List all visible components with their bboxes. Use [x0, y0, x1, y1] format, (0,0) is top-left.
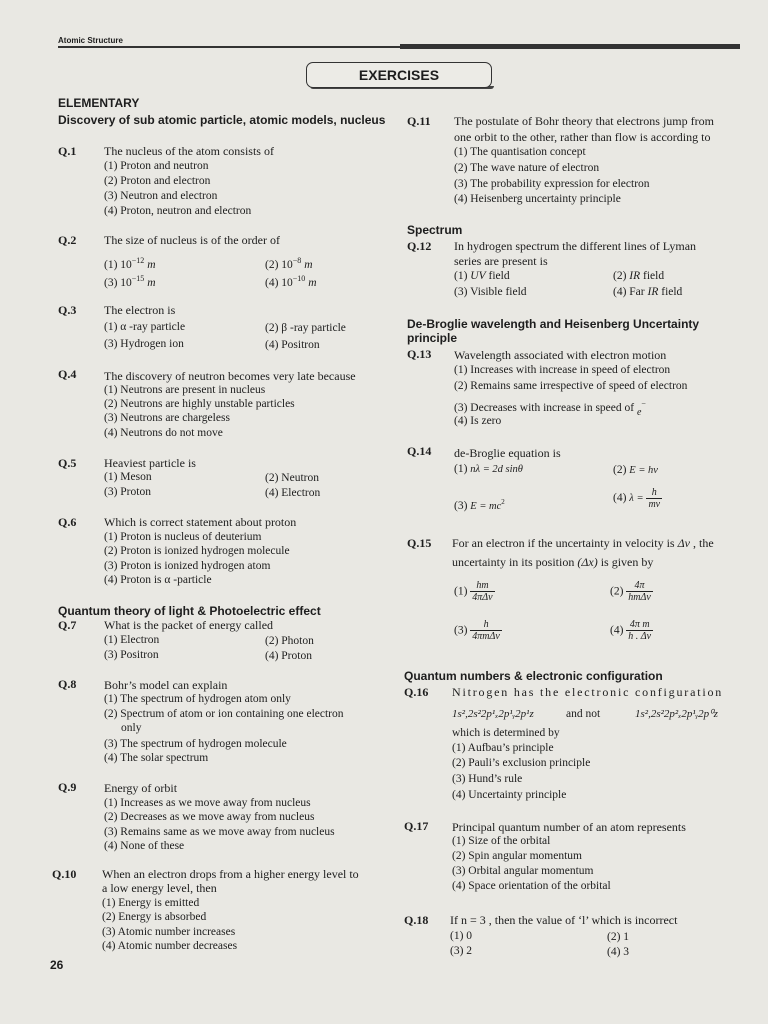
- section-elementary: ELEMENTARY: [58, 96, 140, 110]
- q14-option-2: (2) E = hν: [613, 464, 658, 476]
- q17-option-3: (3) Orbital angular momentum: [452, 865, 594, 877]
- q1-option-2: (2) Proton and electron: [104, 175, 211, 187]
- q6-option-1: (1) Proton is nucleus of deuterium: [104, 531, 262, 543]
- q15-number: Q.15: [407, 536, 432, 550]
- q17-option-2: (2) Spin angular momentum: [452, 850, 582, 862]
- q4-option-1: (1) Neutrons are present in nucleus: [104, 384, 266, 396]
- q11-option-4: (4) Heisenberg uncertainty principle: [454, 193, 621, 205]
- q7-option-2: (2) Photon: [265, 635, 314, 647]
- q17-number: Q.17: [404, 819, 429, 833]
- section-quantum-numbers: Quantum numbers & electronic configuration: [404, 669, 663, 683]
- q15-option-2-fraction: $\frac{4\pi}{\text{hmΔν}}$: [628, 580, 651, 603]
- q14-text: de-Broglie equation is: [454, 446, 561, 460]
- q16-option-2: (2) Pauli’s exclusion principle: [452, 757, 591, 769]
- q8-option-3: (3) The spectrum of hydrogen molecule: [104, 738, 287, 750]
- q16-number: Q.16: [404, 685, 429, 699]
- q1-text: The nucleus of the atom consists of: [104, 144, 274, 158]
- q7-option-4: (4) Proton: [265, 650, 312, 662]
- running-header: Atomic Structure: [58, 36, 123, 45]
- q9-text: Energy of orbit: [104, 781, 178, 795]
- q13-option-4: (4) Is zero: [454, 415, 502, 427]
- q15-option-4-fraction: $\frac{\text{4π m}}{h . \Delta\nu}$: [628, 619, 652, 642]
- q18-text: If n = 3 , then the value of ‘l’ which is incorrect: [450, 913, 678, 927]
- q15-text-line-2: uncertainty in its position (Δx) is given by: [452, 555, 654, 569]
- q7-text: What is the packet of energy called: [104, 618, 274, 632]
- q3-option-1: (1) α -ray particle: [104, 321, 186, 333]
- q15-option-3: (3) $\frac{h}{\text{4πmΔν}}$: [454, 619, 500, 642]
- q9-option-2: (2) Decreases as we move away from nucleus: [104, 811, 315, 823]
- q16-config-2: 1s²,2s²2p²ₓ2p¹ᵧ2p⁰z: [635, 708, 718, 720]
- q9-number: Q.9: [58, 780, 77, 794]
- q15-option-2: (2) $\frac{4\pi}{\text{hmΔν}}$: [610, 580, 651, 603]
- q15-option-3-fraction: $\frac{h}{\text{4πmΔν}}$: [472, 619, 500, 642]
- q13-option-1: (1) Increases with increase in speed of electron: [454, 364, 671, 376]
- q2-option-1: (1) $10^{-12}$ m: [104, 256, 156, 271]
- q1-number: Q.1: [58, 144, 77, 158]
- q12-text-line-1: In hydrogen spectrum the different lines of Lyman: [454, 239, 697, 253]
- q5-option-3: (3) Proton: [104, 486, 151, 498]
- q16-option-4: (4) Uncertainty principle: [452, 789, 567, 801]
- q18-option-3: (3) 2: [450, 945, 473, 957]
- q5-text: Heaviest particle is: [104, 456, 196, 470]
- header-rule-thick: [400, 44, 740, 49]
- q14-option-4-fraction: $\frac{h}{m\nu}$: [648, 487, 661, 510]
- q18-option-2: (2) 1: [607, 931, 630, 943]
- q7-option-1: (1) Electron: [104, 634, 160, 646]
- q10-number: Q.10: [52, 867, 77, 881]
- q2-option-3: (3) $10^{-15}$ m: [104, 274, 156, 289]
- q6-option-2: (2) Proton is ionized hydrogen molecule: [104, 545, 290, 557]
- q15-option-1: (1) $\frac{hm}{\text{4πΔν}}$: [454, 580, 493, 603]
- q15-option-1-fraction: $\frac{hm}{\text{4πΔν}}$: [472, 580, 493, 603]
- q8-number: Q.8: [58, 677, 77, 691]
- q10-text-line-2: a low energy level, then: [102, 881, 217, 895]
- q11-option-1: (1) The quantisation concept: [454, 146, 586, 158]
- q13-option-3: (3) Decreases with increase in speed of e−: [454, 399, 646, 418]
- q13-number: Q.13: [407, 347, 432, 361]
- q16-text-line-3: which is determined by: [452, 727, 560, 739]
- q17-option-1: (1) Size of the orbital: [452, 835, 551, 847]
- q15-text-line-1: For an electron if the uncertainty in velocity is Δν , the: [452, 536, 714, 550]
- q16-and-not: and not: [566, 708, 601, 720]
- q9-option-4: (4) None of these: [104, 840, 185, 852]
- exercises-title: EXERCISES: [306, 62, 492, 88]
- q13-text: Wavelength associated with electron motion: [454, 348, 667, 362]
- q17-option-4: (4) Space orientation of the orbital: [452, 880, 611, 892]
- q12-option-4: (4) Far IR field: [613, 286, 683, 298]
- q6-option-4: (4) Proton is α -particle: [104, 574, 212, 586]
- q1-option-4: (4) Proton, neutron and electron: [104, 205, 252, 217]
- q12-option-3: (3) Visible field: [454, 286, 527, 298]
- q4-number: Q.4: [58, 367, 77, 381]
- q3-option-4: (4) Positron: [265, 339, 320, 351]
- q16-option-3: (3) Hund’s rule: [452, 773, 523, 785]
- page-number: 26: [50, 958, 64, 972]
- q11-option-2: (2) The wave nature of electron: [454, 162, 600, 174]
- q13-option-2: (2) Remains same irrespective of speed of electron: [454, 380, 688, 392]
- q16-config-1: 1s²,2s²2p¹ₓ2p¹ᵧ2p¹z: [452, 708, 534, 720]
- q18-option-1: (1) 0: [450, 930, 473, 942]
- q11-option-3: (3) The probability expression for electron: [454, 178, 650, 190]
- q8-text: Bohr’s model can explain: [104, 678, 228, 692]
- q11-text-line-2: one orbit to the other, rather than flow is according to: [454, 130, 711, 144]
- q8-option-1: (1) The spectrum of hydrogen atom only: [104, 693, 291, 705]
- q6-option-3: (3) Proton is ionized hydrogen atom: [104, 560, 271, 572]
- q4-option-2: (2) Neutrons are highly unstable particles: [104, 398, 295, 410]
- q12-option-2: (2) IR field: [613, 270, 665, 282]
- q3-option-3: (3) Hydrogen ion: [104, 338, 184, 350]
- section-de-broglie: De-Broglie wavelength and Heisenberg Uncertainty principle: [407, 317, 700, 345]
- q3-option-2: (2) β -ray particle: [265, 322, 346, 334]
- q15-option-4: (4) $\frac{\text{4π m}}{h . \Delta\nu}$: [610, 619, 652, 642]
- q9-option-1: (1) Increases as we move away from nucleus: [104, 797, 311, 809]
- q8-option-2-cont: only: [121, 722, 142, 734]
- q10-option-3: (3) Atomic number increases: [102, 926, 236, 938]
- q12-text-line-2: series are present is: [454, 254, 548, 268]
- q12-option-1: (1) UV field: [454, 270, 510, 282]
- section-quantum-theory: Quantum theory of light & Photoelectric effect: [58, 604, 321, 618]
- q18-option-4: (4) 3: [607, 946, 630, 958]
- q8-option-2: (2) Spectrum of atom or ion containing one electron: [104, 708, 344, 720]
- q10-option-1: (1) Energy is emitted: [102, 897, 200, 909]
- q3-number: Q.3: [58, 303, 77, 317]
- q2-option-2: (2) $10^{-8}$ m: [265, 256, 313, 271]
- q2-option-4: (4) $10^{-10}$ m: [265, 274, 317, 289]
- q18-number: Q.18: [404, 913, 429, 927]
- q1-option-1: (1) Proton and neutron: [104, 160, 209, 172]
- q10-option-4: (4) Atomic number decreases: [102, 940, 238, 952]
- q4-option-3: (3) Neutrons are chargeless: [104, 412, 230, 424]
- q14-option-4: (4) λ = $\frac{h}{m\nu}$: [613, 487, 661, 510]
- q5-option-2: (2) Neutron: [265, 472, 319, 484]
- q14-option-3: (3) $E = mc^2$: [454, 498, 505, 512]
- q3-text: The electron is: [104, 303, 176, 317]
- q9-option-3: (3) Remains same as we move away from nucleus: [104, 826, 335, 838]
- q5-option-4: (4) Electron: [265, 487, 321, 499]
- q14-option-1: (1) nλ = 2d sinθ: [454, 463, 523, 475]
- q12-number: Q.12: [407, 239, 432, 253]
- q7-option-3: (3) Positron: [104, 649, 159, 661]
- q6-number: Q.6: [58, 515, 77, 529]
- q14-number: Q.14: [407, 444, 432, 458]
- q2-text: The size of nucleus is of the order of: [104, 233, 280, 247]
- section-spectrum: Spectrum: [407, 223, 463, 237]
- q10-text-line-1: When an electron drops from a higher energy level to: [102, 867, 359, 881]
- q6-text: Which is correct statement about proton: [104, 515, 297, 529]
- q11-text-line-1: The postulate of Bohr theory that electrons jump from: [454, 114, 714, 128]
- section-discovery: Discovery of sub atomic particle, atomic models, nucleus: [58, 113, 386, 127]
- q7-number: Q.7: [58, 618, 77, 632]
- q2-number: Q.2: [58, 233, 77, 247]
- q5-option-1: (1) Meson: [104, 471, 152, 483]
- q1-option-3: (3) Neutron and electron: [104, 190, 218, 202]
- q10-option-2: (2) Energy is absorbed: [102, 911, 207, 923]
- q5-number: Q.5: [58, 456, 77, 470]
- q8-option-4: (4) The solar spectrum: [104, 752, 209, 764]
- q17-text: Principal quantum number of an atom represents: [452, 820, 686, 834]
- q16-option-1: (1) Aufbau’s principle: [452, 742, 554, 754]
- q4-text: The discovery of neutron becomes very late because: [104, 369, 356, 383]
- q4-option-4: (4) Neutrons do not move: [104, 427, 223, 439]
- q11-number: Q.11: [407, 114, 431, 128]
- q16-text-line-1: Nitrogen has the electronic configuration: [452, 685, 724, 699]
